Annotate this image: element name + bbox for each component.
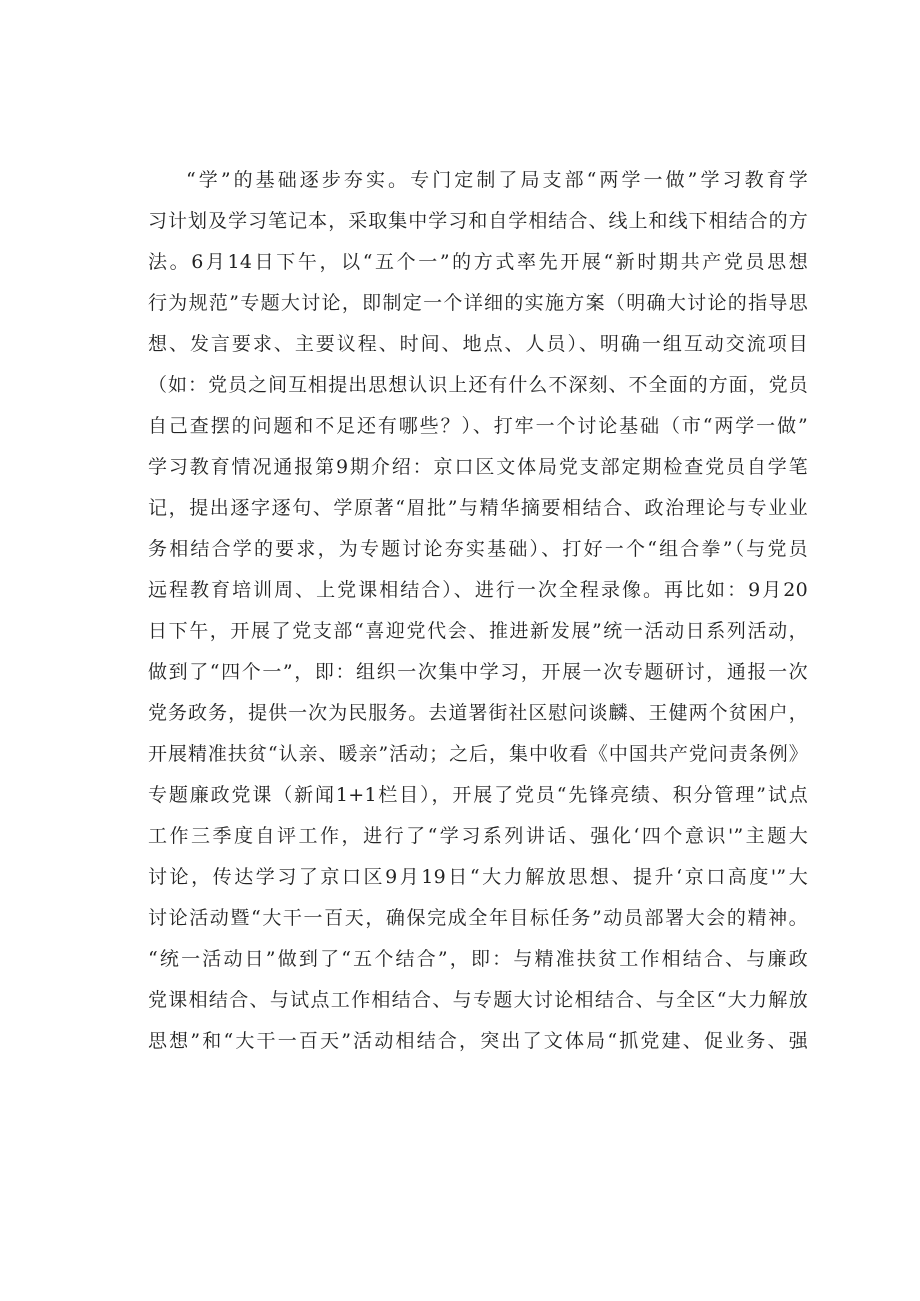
text-line: 开展精准扶贫“认亲、暖亲”活动；之后，集中收看《中国共产党问责条例》 xyxy=(148,743,808,765)
text-line: 学习教育情况通报第9期介绍：京口区文体局党支部定期检查党员自学笔 xyxy=(148,456,808,478)
text-line: 务相结合学的要求，为专题讨论夯实基础）、打好一个“组合拳”（与党员 xyxy=(148,538,808,560)
text-line: 记，提出逐字逐句、学原著“眉批”与精华摘要相结合、政治理论与专业业 xyxy=(148,497,808,519)
body-text xyxy=(148,160,808,1062)
text-line: 习计划及学习笔记本，采取集中学习和自学相结合、线上和线下相结合的方 xyxy=(148,210,808,232)
text-line: 远程教育培训周、上党课相结合）、进行一次全程录像。再比如：9月20 xyxy=(148,579,808,601)
text-line: 自己查摆的问题和不足还有哪些？）、打牢一个讨论基础（市“两学一做” xyxy=(148,415,808,437)
text-line: 想、发言要求、主要议程、时间、地点、人员）、明确一组互动交流项目 xyxy=(148,333,808,355)
text-line: 日下午，开展了党支部“喜迎党代会、推进新发展”统一活动日系列活动， xyxy=(148,620,808,642)
text-line: 思想”和“大干一百天”活动相结合，突出了文体局“抓党建、促业务、强 xyxy=(148,1030,808,1052)
text-line: 党务政务，提供一次为民服务。去道署街社区慰问谈麟、王健两个贫困户， xyxy=(148,702,808,724)
text-line: “学”的基础逐步夯实。专门定制了局支部“两学一做”学习教育学 xyxy=(186,169,808,191)
text-line: 工作三季度自评工作，进行了“学习系列讲话、强化‘四个意识'”主题大 xyxy=(148,825,808,847)
text-line: （如：党员之间互相提出思想认识上还有什么不深刻、不全面的方面，党员 xyxy=(148,374,808,396)
text-line: 讨论，传达学习了京口区9月19日“大力解放思想、提升‘京口高度'”大 xyxy=(148,866,808,888)
text-line: 法。6月14日下午，以“五个一”的方式率先开展“新时期共产党员思想 xyxy=(148,251,808,273)
text-line: 做到了“四个一”，即：组织一次集中学习，开展一次专题研讨，通报一次 xyxy=(148,661,808,683)
text-line: 专题廉政党课（新闻1+1栏目），开展了党员“先锋亮绩、积分管理”试点 xyxy=(148,784,808,806)
text-line: 行为规范”专题大讨论，即制定一个详细的实施方案（明确大讨论的指导思 xyxy=(148,292,808,314)
text-line: 讨论活动暨“大干一百天，确保完成全年目标任务”动员部署大会的精神。 xyxy=(148,907,808,929)
text-line: 党课相结合、与试点工作相结合、与专题大讨论相结合、与全区“大力解放 xyxy=(148,989,808,1011)
text-line: “统一活动日”做到了“五个结合”，即：与精准扶贫工作相结合、与廉政 xyxy=(148,948,808,970)
